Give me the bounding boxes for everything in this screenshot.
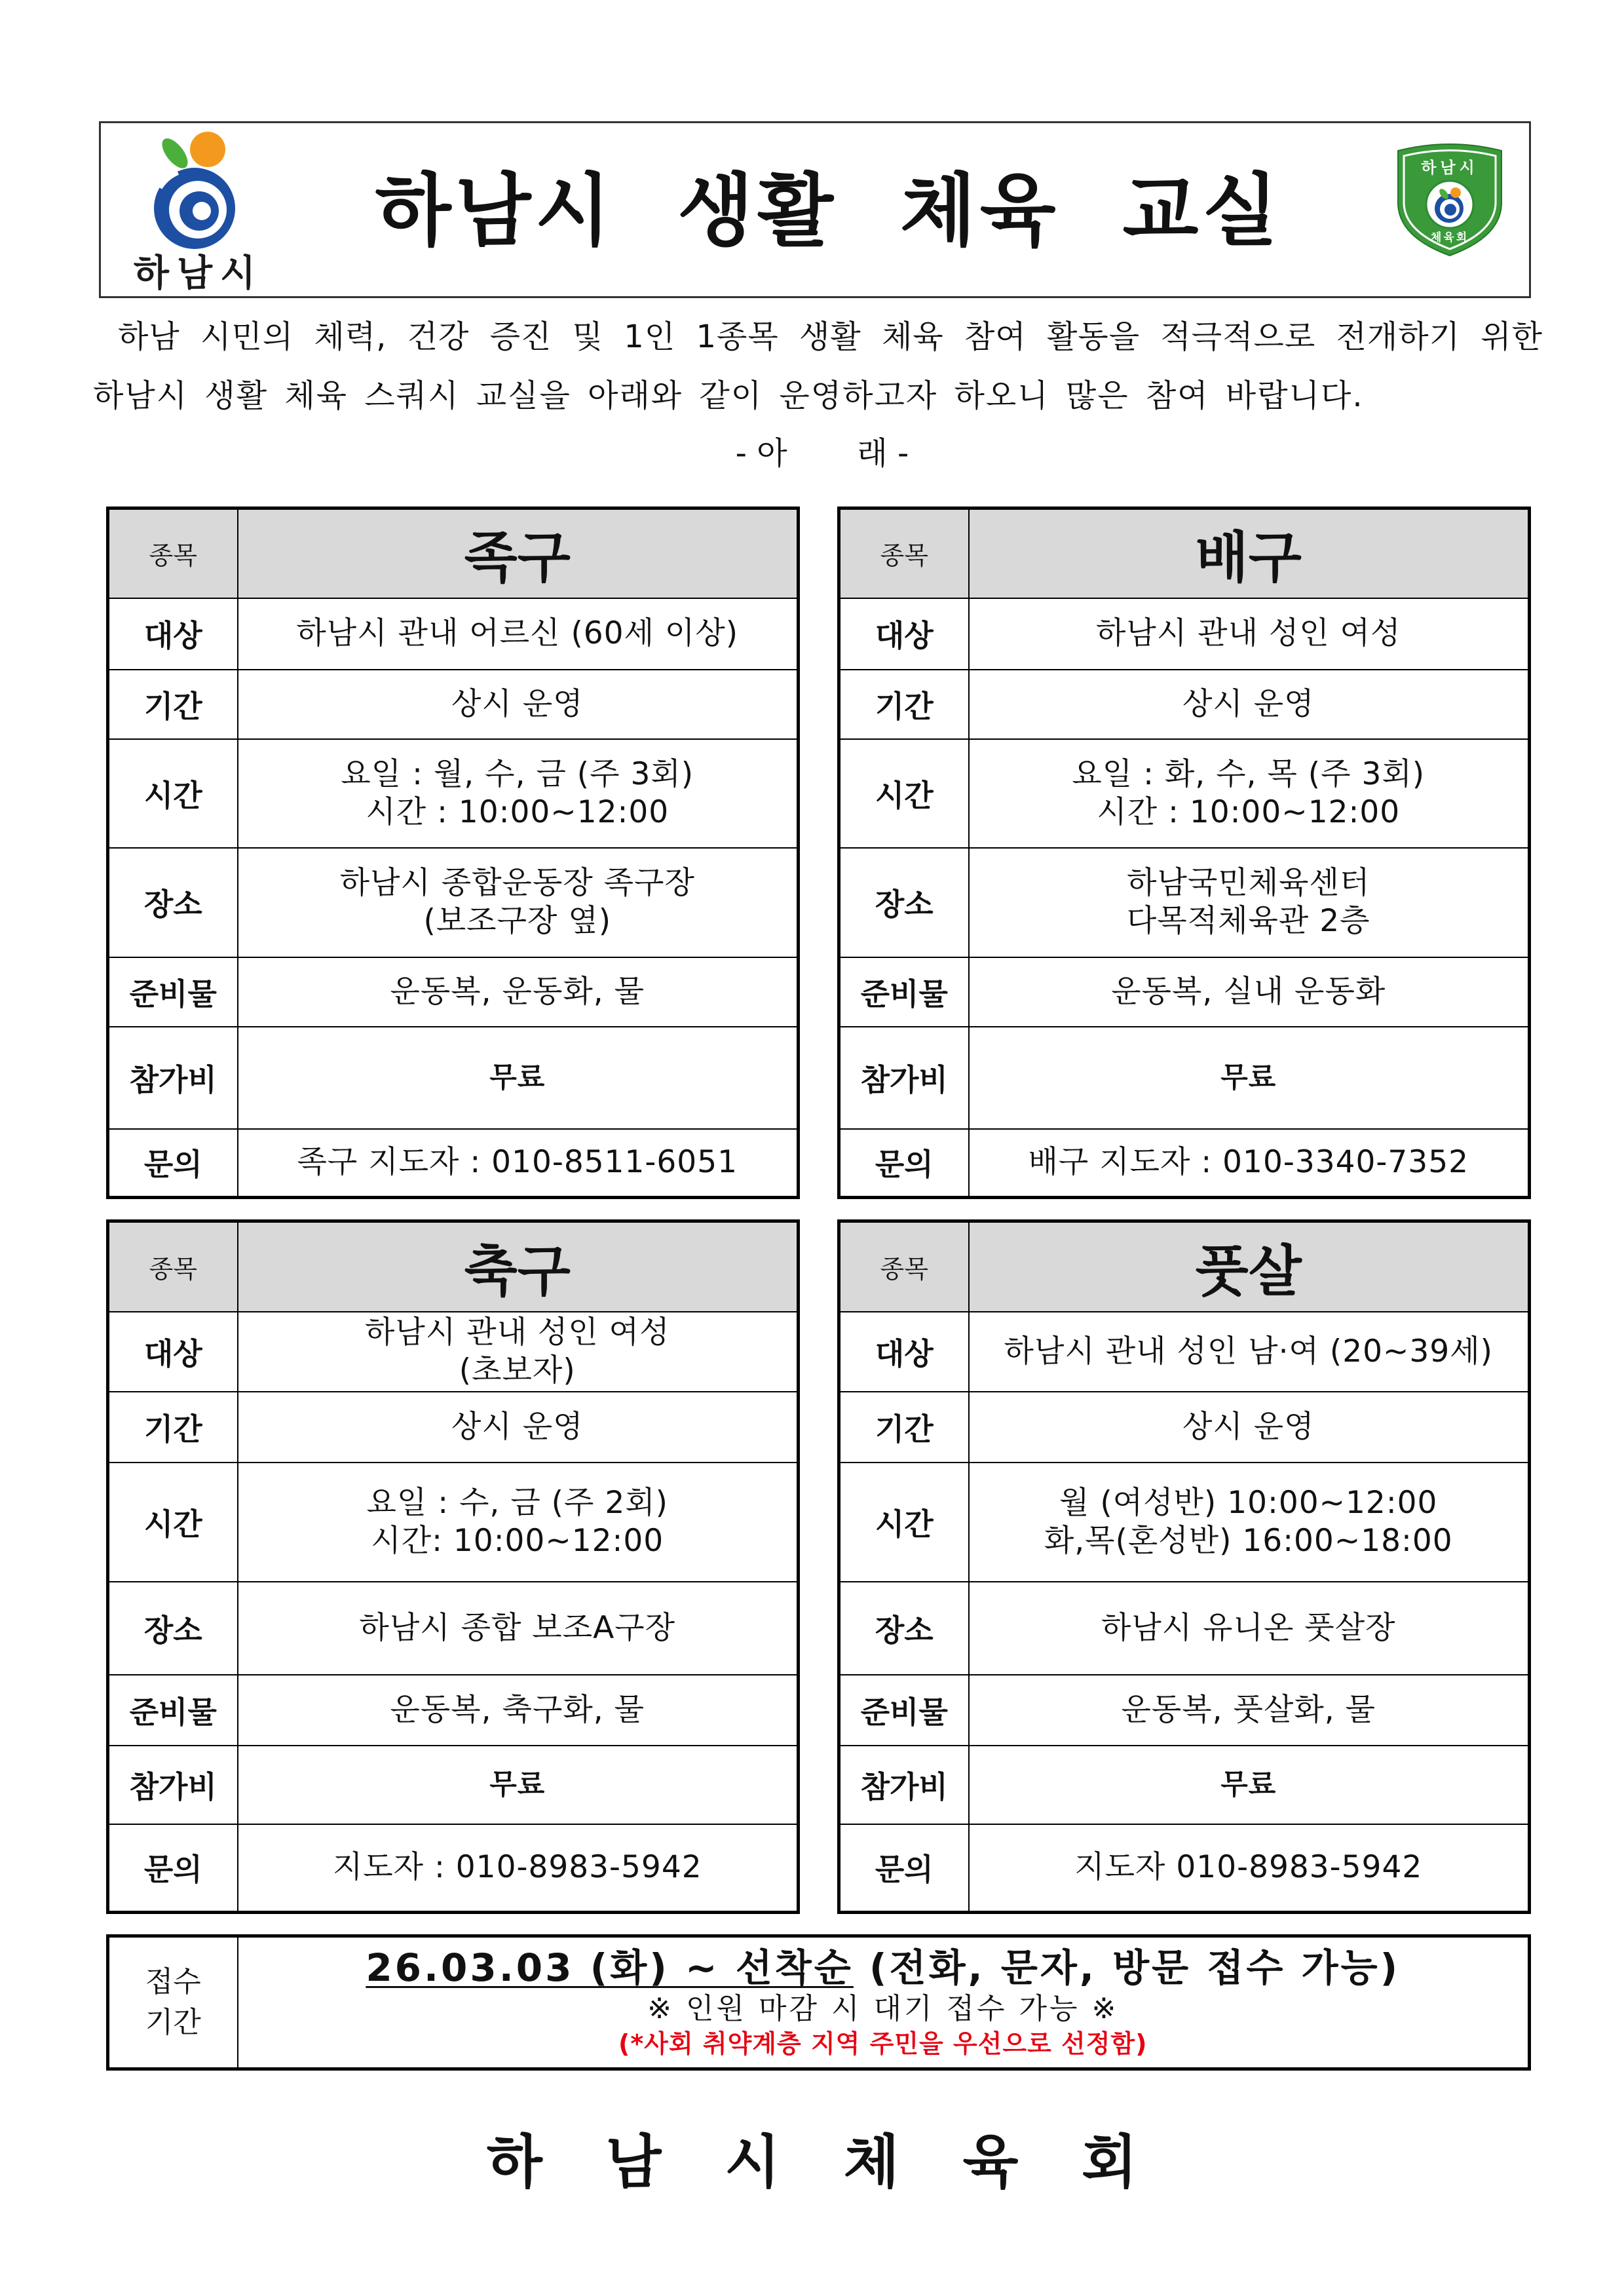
class-table-futsal (837, 1219, 1531, 1914)
row-value (969, 1824, 1530, 1913)
value-line: 하남시 종합운동장 족구장 (339, 865, 695, 901)
row-value (969, 1312, 1530, 1392)
row-sport (108, 1221, 799, 1312)
value-line: 운동복, 운동화, 물 (390, 973, 645, 1010)
value-line: 하남시 유니온 풋살장 (1101, 1609, 1396, 1646)
row-time (108, 1463, 799, 1582)
value-line: 하남시 종합 보조A구장 (359, 1609, 676, 1646)
class-table-soccer (106, 1219, 800, 1914)
row-value (969, 1463, 1530, 1582)
sport-name-cell (969, 1221, 1530, 1312)
class-table-volleyball (837, 507, 1531, 1199)
row-value (969, 957, 1530, 1027)
sport-label: 종목 (149, 541, 197, 571)
row-value (238, 957, 799, 1027)
row-value (238, 1824, 799, 1913)
value-line: 요일 : 월, 수, 금 (주 3회) (341, 756, 694, 792)
notice-heading: - 아 래 - (735, 435, 909, 472)
row-period (108, 670, 799, 739)
badge-top-text: 하남시 (1421, 159, 1479, 177)
reception-period-line (238, 1945, 1528, 1991)
value-line: 다목적체육관 2층 (1126, 903, 1370, 939)
sport-name-cell (969, 508, 1530, 598)
row-location (108, 848, 799, 957)
row-value (238, 1582, 799, 1675)
sport-name: 축구 (464, 1238, 571, 1303)
value-line: 하남시 관내 어르신 (60세 이상) (296, 615, 739, 651)
row-label: 기간 (839, 1392, 969, 1463)
row-label: 시간 (108, 1463, 238, 1582)
class-table-jokgu (106, 507, 800, 1199)
row-value (238, 1746, 799, 1824)
row-contact (108, 1824, 799, 1913)
row-supplies (108, 957, 799, 1027)
row-fee (108, 1027, 799, 1129)
row-time (108, 739, 799, 848)
row-time (839, 739, 1530, 848)
row-target (108, 598, 799, 670)
row-label: 시간 (839, 739, 969, 848)
row-contact (108, 1129, 799, 1198)
row-label: 기간 (839, 670, 969, 739)
sport-label-cell (108, 508, 238, 598)
sport-label: 종목 (880, 541, 928, 571)
reception-label-line: 접수 (145, 1965, 201, 1999)
row-sport (839, 508, 1530, 598)
value-line: 하남시 관내 성인 여성 (1096, 615, 1401, 651)
row-value (238, 1675, 799, 1746)
sport-label-cell (839, 508, 969, 598)
row-fee (839, 1746, 1530, 1824)
sport-label: 종목 (149, 1254, 197, 1284)
row-label: 대상 (108, 1312, 238, 1392)
row-supplies (108, 1675, 799, 1746)
row-label: 대상 (839, 598, 969, 670)
value-line: 월 (여성반) 10:00~12:00 (1059, 1484, 1438, 1521)
row-label: 기간 (108, 1392, 238, 1463)
intro-line-2: 하남시 생활 체육 스쿼시 교실을 아래와 같이 운영하고자 하오니 많은 참여 바랍니다. (93, 377, 1364, 414)
contact-value: 지도자 010-8983-5942 (1074, 1849, 1423, 1886)
fee-value: 무료 (489, 1768, 546, 1801)
value-line: 시간 : 10:00~12:00 (366, 794, 670, 830)
fee-value: 무료 (1220, 1768, 1277, 1801)
logo-emblem (154, 168, 235, 249)
row-period (839, 1392, 1530, 1463)
row-label: 장소 (108, 848, 238, 957)
row-value (969, 1675, 1530, 1746)
row-value (969, 1746, 1530, 1824)
row-value (969, 848, 1530, 957)
value-line: 운동복, 축구화, 물 (390, 1691, 645, 1728)
row-label: 장소 (839, 848, 969, 957)
organization-signature: 하 남 시 체 육 회 (486, 2128, 1160, 2196)
row-label: 대상 (108, 598, 238, 670)
row-location (839, 848, 1530, 957)
value-line: 운동복, 풋살화, 물 (1121, 1691, 1376, 1728)
row-supplies (839, 957, 1530, 1027)
sports-council-badge (1394, 140, 1505, 257)
city-logo-text: 하남시 (133, 252, 264, 295)
row-location (839, 1582, 1530, 1675)
hanam-city-logo (121, 124, 278, 295)
value-line: 상시 운영 (1182, 685, 1315, 722)
reception-label-cell (108, 1936, 238, 2069)
badge-bottom-text: 체육회 (1430, 231, 1469, 244)
page-title: 하남시 생활 체육 교실 (375, 166, 1283, 257)
row-fee (108, 1746, 799, 1824)
reception-label-line: 기간 (145, 2006, 201, 2039)
value-line: 상시 운영 (451, 685, 584, 722)
row-label: 참가비 (839, 1746, 969, 1824)
row-label: 준비물 (839, 957, 969, 1027)
waitlist-note: ※ 인원 마감 시 대기 접수 가능 ※ (647, 1992, 1119, 2025)
row-label: 준비물 (108, 1675, 238, 1746)
contact-value: 족구 지도자 : 010-8511-6051 (297, 1144, 738, 1181)
row-value (238, 1027, 799, 1129)
row-label: 시간 (839, 1463, 969, 1582)
sport-name-cell (238, 1221, 799, 1312)
row-label: 기간 (108, 670, 238, 739)
sport-name-cell (238, 508, 799, 598)
row-label: 문의 (839, 1824, 969, 1913)
value-line: 운동복, 실내 운동화 (1111, 973, 1386, 1010)
row-supplies (839, 1675, 1530, 1746)
row-value (238, 1312, 799, 1392)
value-line: 상시 운영 (1182, 1408, 1315, 1445)
logo-fruit (190, 132, 225, 167)
contact-value: 배구 지도자 : 010-3340-7352 (1028, 1144, 1469, 1181)
row-period (839, 670, 1530, 739)
row-fee (839, 1027, 1530, 1129)
contact-value: 지도자 : 010-8983-5942 (332, 1849, 702, 1886)
intro-line-1: 하남 시민의 체력, 건강 증진 및 1인 1종목 생활 체육 참여 활동을 적극적으로 전개하기 위한 (118, 318, 1543, 355)
row-value (969, 1129, 1530, 1198)
row-label: 문의 (108, 1129, 238, 1198)
row-value (238, 598, 799, 670)
value-line: 하남시 관내 성인 남·여 (20~39세) (1004, 1333, 1493, 1369)
row-label: 장소 (108, 1582, 238, 1675)
sport-label-cell (108, 1221, 238, 1312)
row-label: 문의 (839, 1129, 969, 1198)
row-label: 준비물 (108, 957, 238, 1027)
row-value (238, 1463, 799, 1582)
row-value (969, 1392, 1530, 1463)
value-line: 시간 : 10:00~12:00 (1097, 794, 1401, 830)
row-target (839, 598, 1530, 670)
row-value (969, 739, 1530, 848)
row-value (969, 1582, 1530, 1675)
fee-value: 무료 (489, 1061, 546, 1094)
row-value (238, 739, 799, 848)
row-sport (839, 1221, 1530, 1312)
row-value (238, 1392, 799, 1463)
row-label: 대상 (839, 1312, 969, 1392)
row-location (108, 1582, 799, 1675)
row-target (108, 1312, 799, 1392)
value-line: (초보자) (459, 1352, 576, 1388)
row-time (839, 1463, 1530, 1582)
sport-name: 배구 (1195, 526, 1302, 590)
value-line: 요일 : 수, 금 (주 2회) (366, 1484, 668, 1521)
row-value (238, 670, 799, 739)
row-contact (839, 1824, 1530, 1913)
reception-row (108, 1936, 1530, 2069)
reception-value-cell (238, 1936, 1530, 2069)
priority-note: (*사회 취약계층 지역 주민을 우선으로 선정함) (618, 2029, 1148, 2058)
row-value (969, 1027, 1530, 1129)
value-line: 화,목(혼성반) 16:00~18:00 (1044, 1522, 1453, 1559)
value-line: 하남시 관내 성인 여성 (365, 1314, 670, 1350)
row-label: 참가비 (839, 1027, 969, 1129)
reception-table (106, 1934, 1531, 2071)
fee-value: 무료 (1220, 1061, 1277, 1094)
row-label: 준비물 (839, 1675, 969, 1746)
value-line: 상시 운영 (451, 1408, 584, 1445)
reception-period: 26.03.03 (화) ~ 선착순 (366, 1945, 854, 1990)
row-value (238, 848, 799, 957)
row-contact (839, 1129, 1530, 1198)
value-line: 하남국민체육센터 (1127, 865, 1370, 901)
row-value (969, 598, 1530, 670)
row-label: 참가비 (108, 1027, 238, 1129)
row-label: 문의 (108, 1824, 238, 1913)
row-label: 시간 (108, 739, 238, 848)
row-value (969, 670, 1530, 739)
sport-label-cell (839, 1221, 969, 1312)
sport-label: 종목 (880, 1254, 928, 1284)
row-value (238, 1129, 799, 1198)
row-sport (108, 508, 799, 598)
value-line: 요일 : 화, 수, 목 (주 3회) (1072, 756, 1426, 792)
row-target (839, 1312, 1530, 1392)
value-line: (보조구장 옆) (423, 903, 612, 939)
badge-emblem (1426, 181, 1473, 228)
reception-methods: (전화, 문자, 방문 접수 가능) (869, 1945, 1401, 1990)
value-line: 시간: 10:00~12:00 (371, 1522, 664, 1559)
sport-name: 풋살 (1195, 1238, 1302, 1303)
row-label: 장소 (839, 1582, 969, 1675)
sport-name: 족구 (464, 526, 571, 590)
row-label: 참가비 (108, 1746, 238, 1824)
row-period (108, 1392, 799, 1463)
logo-leaf (157, 134, 193, 173)
